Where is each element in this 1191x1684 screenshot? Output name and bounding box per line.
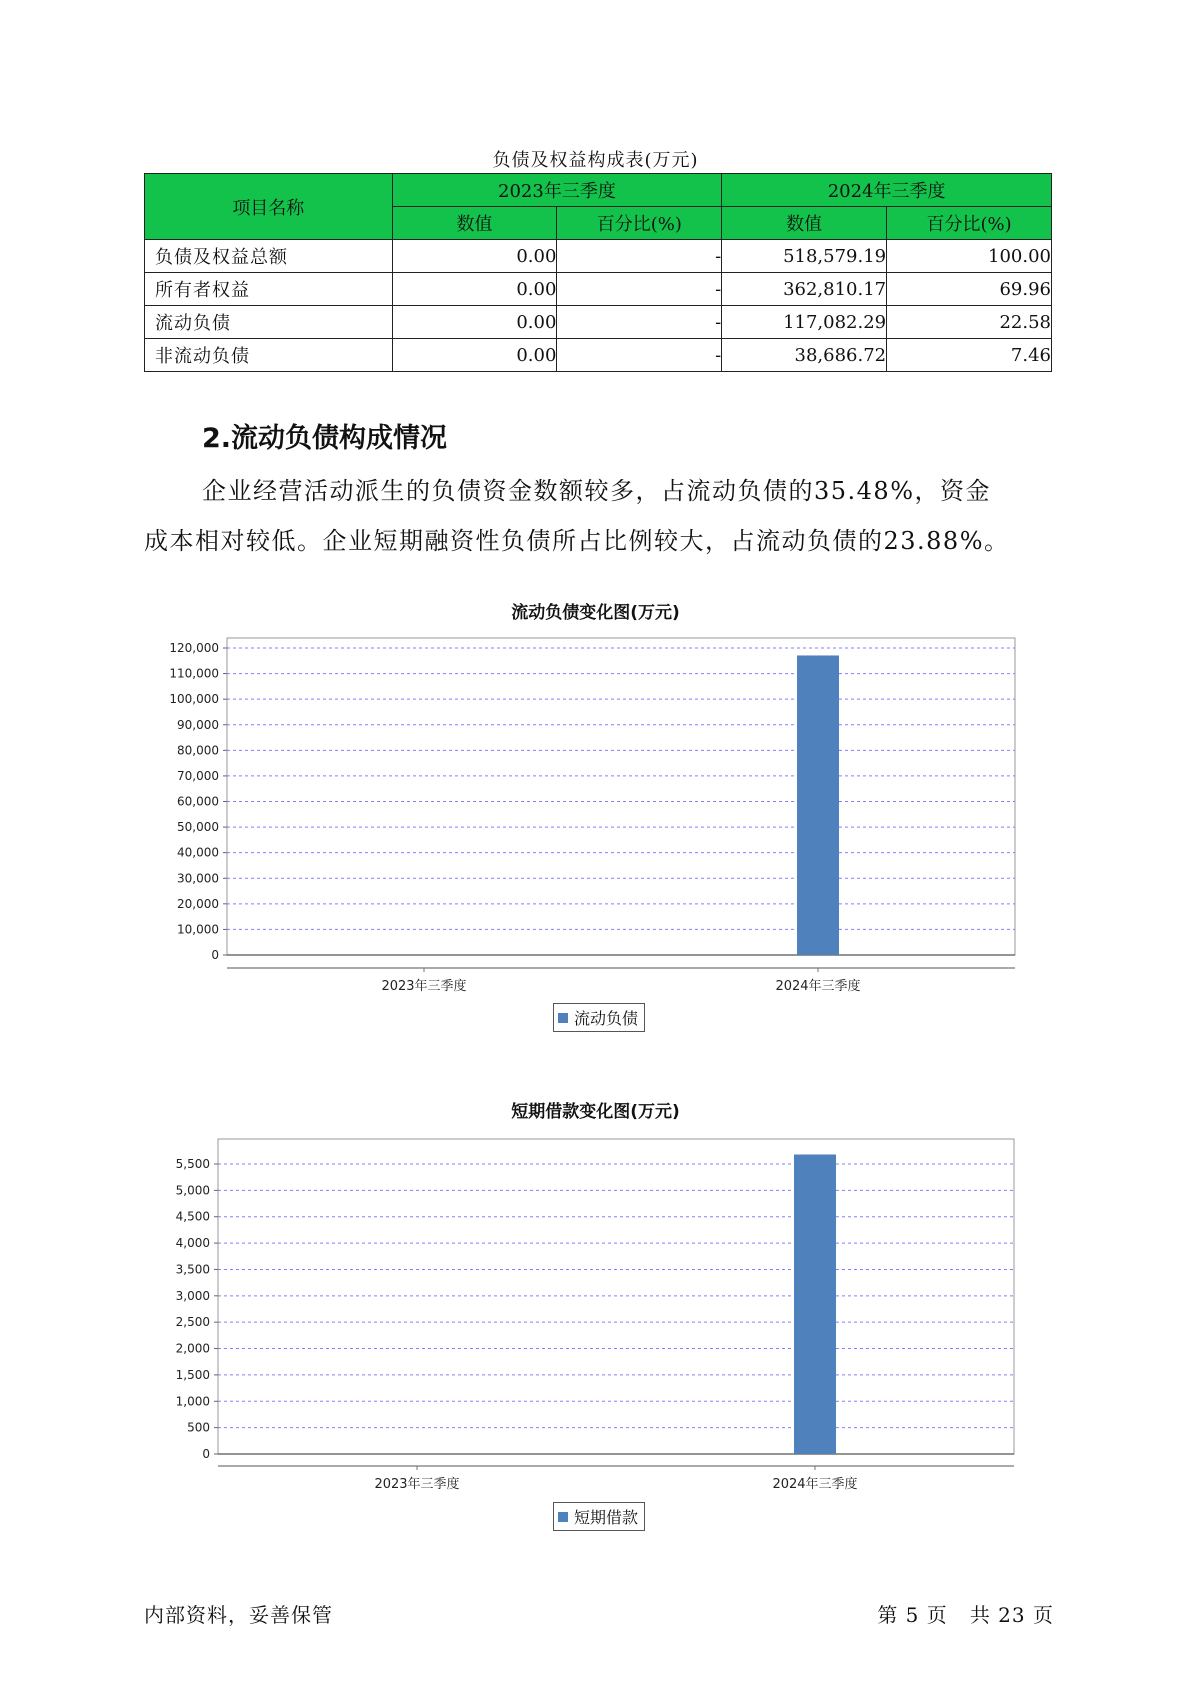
paragraph-line-1: 企业经营活动派生的负债资金数额较多，占流动负债的35.48%，资金 — [202, 477, 992, 505]
liabilities-equity-table — [144, 173, 1052, 372]
subheader-value-2024: 数值 — [722, 207, 887, 240]
row-value-2023: 0.00 — [392, 240, 557, 273]
plot-area — [227, 638, 1015, 955]
y-tick-label: 5,500 — [175, 1157, 210, 1171]
y-tick-label: 3,500 — [175, 1262, 210, 1277]
row-name: 流动负债 — [145, 306, 393, 339]
y-tick-label: 110,000 — [169, 666, 219, 681]
bar — [797, 655, 839, 955]
section-paragraph — [144, 466, 1054, 566]
x-tick-label: 2024年三季度 — [775, 979, 861, 994]
y-tick-label: 120,000 — [169, 641, 219, 655]
short-term-loans-bar-chart — [0, 1130, 1191, 1540]
chart-legend-current-liabilities — [553, 1003, 645, 1032]
subheader-value-2023: 数值 — [392, 207, 557, 240]
row-percent-2023: - — [557, 273, 722, 306]
current-liabilities-bar-chart — [0, 630, 1191, 1040]
y-tick-label: 4,000 — [175, 1236, 210, 1251]
header-item-name: 项目名称 — [145, 174, 393, 240]
row-percent-2023: - — [557, 339, 722, 372]
legend-label: 短期借款 — [574, 1508, 639, 1527]
table-row — [145, 240, 1052, 273]
y-tick-label: 30,000 — [177, 871, 219, 886]
x-tick-label: 2024年三季度 — [772, 1477, 858, 1492]
y-tick-label: 10,000 — [177, 922, 219, 937]
y-tick-label: 4,500 — [175, 1209, 210, 1224]
row-percent-2024: 100.00 — [887, 240, 1052, 273]
table-row — [145, 306, 1052, 339]
legend-swatch — [558, 1512, 568, 1522]
paragraph-line-2: 成本相对较低。企业短期融资性负债所占比例较大，占流动负债的23.88%。 — [144, 527, 1010, 555]
y-tick-label: 100,000 — [169, 692, 219, 707]
y-tick-label: 2,000 — [175, 1341, 210, 1356]
row-percent-2024: 7.46 — [887, 339, 1052, 372]
y-tick-label: 20,000 — [177, 896, 219, 911]
bar — [794, 1155, 836, 1454]
subheader-percent-2023: 百分比(%) — [557, 207, 722, 240]
y-tick-label: 1,000 — [175, 1394, 210, 1409]
row-percent-2024: 69.96 — [887, 273, 1052, 306]
chart-legend-short-term-loans — [553, 1502, 645, 1531]
row-name: 所有者权益 — [145, 273, 393, 306]
table-caption: 负债及权益构成表(万元) — [492, 150, 699, 171]
row-name: 负债及权益总额 — [145, 240, 393, 273]
y-tick-label: 2,500 — [175, 1315, 210, 1330]
row-value-2024: 117,082.29 — [722, 306, 887, 339]
x-tick-label: 2023年三季度 — [381, 979, 467, 994]
plot-area — [218, 1139, 1014, 1454]
header-period-2023: 2023年三季度 — [392, 174, 722, 207]
y-tick-label: 0 — [202, 1447, 210, 1461]
y-tick-label: 50,000 — [177, 820, 219, 835]
y-tick-label: 1,500 — [175, 1367, 210, 1382]
row-value-2023: 0.00 — [392, 273, 557, 306]
y-tick-label: 0 — [211, 948, 219, 962]
x-tick-label: 2023年三季度 — [374, 1477, 460, 1492]
y-tick-label: 80,000 — [177, 743, 219, 758]
y-tick-label: 3,000 — [175, 1288, 210, 1303]
y-tick-label: 70,000 — [177, 768, 219, 783]
row-percent-2024: 22.58 — [887, 306, 1052, 339]
chart-title-short-term-loans: 短期借款变化图(万元) — [511, 1102, 680, 1122]
row-percent-2023: - — [557, 240, 722, 273]
legend-label: 流动负债 — [574, 1009, 639, 1028]
row-percent-2023: - — [557, 306, 722, 339]
y-tick-label: 5,000 — [175, 1183, 210, 1198]
row-value-2024: 38,686.72 — [722, 339, 887, 372]
row-name: 非流动负债 — [145, 339, 393, 372]
header-period-2024: 2024年三季度 — [722, 174, 1052, 207]
section-title: 2.流动负债构成情况 — [202, 423, 448, 454]
subheader-percent-2024: 百分比(%) — [887, 207, 1052, 240]
row-value-2024: 518,579.19 — [722, 240, 887, 273]
y-tick-label: 60,000 — [177, 794, 219, 809]
y-tick-label: 40,000 — [177, 845, 219, 860]
footer-confidential: 内部资料，妥善保管 — [144, 1603, 333, 1627]
table-row — [145, 339, 1052, 372]
y-tick-label: 500 — [187, 1420, 210, 1435]
table-row — [145, 273, 1052, 306]
chart-title-current-liabilities: 流动负债变化图(万元) — [511, 603, 680, 623]
row-value-2024: 362,810.17 — [722, 273, 887, 306]
row-value-2023: 0.00 — [392, 306, 557, 339]
y-tick-label: 90,000 — [177, 717, 219, 732]
legend-swatch — [558, 1013, 568, 1023]
footer-page-number: 第 5 页 共 23 页 — [877, 1603, 1054, 1627]
row-value-2023: 0.00 — [392, 339, 557, 372]
